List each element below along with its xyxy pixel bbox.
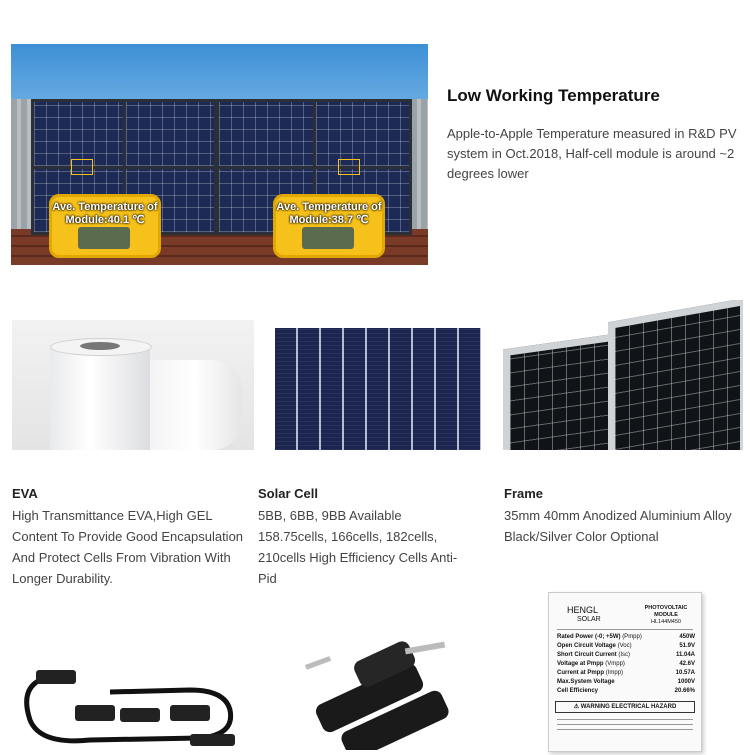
label-product-block: [637, 605, 695, 626]
label-warning-text: WARNING ELECTRICAL HAZARD: [580, 704, 677, 710]
meter-left-line2: Module:40.1 ℃: [65, 214, 145, 226]
solar-cell-image: [275, 328, 481, 450]
feature-eva-text: High Transmittance EVA,High GEL Content To Provide Good Encapsulation And Protect Cells From Vibration With Longer Durability.: [12, 508, 244, 586]
label-row: Max.System Voltage 1000V: [557, 679, 695, 685]
label-brand: HENGL: [567, 605, 599, 615]
label-product: PHOTOVOLTAIC MODULE: [644, 605, 688, 618]
frame-image: [503, 300, 743, 450]
eva-roll-image: [12, 320, 254, 450]
cable-image: [20, 650, 260, 750]
connector-image: [285, 625, 465, 750]
label-warning: [555, 701, 695, 713]
thermometer-left: [49, 194, 161, 258]
label-brand-sub: SOLAR: [577, 616, 601, 623]
meter-right-line1: Ave. Temperature of: [276, 201, 382, 213]
label-row: Cell Efficiency 20.66%: [557, 688, 695, 694]
feature-frame-text: 35mm 40mm Anodized Aluminium Alloy Black/Silver Color Optional: [504, 508, 732, 544]
label-row: Open Circuit Voltage (Voc) 51.9V: [557, 643, 695, 649]
label-brand-block: [567, 605, 601, 625]
label-row: Voltage at Pmpp (Vmpp) 42.6V: [557, 661, 695, 667]
product-label-image: [548, 592, 702, 752]
rooftop-solar-photo: [11, 44, 428, 265]
section-description: Apple-to-Apple Temperature measured in R&D PV system in Oct.2018, Half-cell module is around ~2 degrees lower: [447, 126, 737, 181]
feature-eva: [12, 486, 257, 589]
measure-marker-right: [338, 159, 360, 175]
thermometer-right: [273, 194, 385, 258]
feature-frame-title: Frame: [504, 486, 544, 501]
feature-solar-cell: [258, 486, 458, 589]
label-row: Short Circuit Current (Isc) 11.04A: [557, 652, 695, 658]
measure-marker-left: [71, 159, 93, 175]
feature-solar-cell-text: 5BB, 6BB, 9BB Available 158.75cells, 166cells, 182cells, 210cells High Efficiency Cells Anti-Pid: [258, 508, 458, 586]
feature-frame: [504, 486, 734, 547]
warning-icon: ⚠: [573, 704, 580, 710]
meter-right-line2: Module:38.7 ℃: [289, 214, 369, 226]
feature-solar-cell-title: Solar Cell: [258, 486, 318, 501]
section-title: Low Working Temperature: [447, 86, 660, 105]
label-model: HL144M450: [651, 619, 681, 625]
meter-left-line1: Ave. Temperature of: [52, 201, 158, 213]
label-row: Current at Pmpp (Impp) 10.57A: [557, 670, 695, 676]
label-row: Rated Power (-0; +5W) (Pmpp) 450W: [557, 634, 695, 640]
feature-eva-title: EVA: [12, 486, 38, 501]
